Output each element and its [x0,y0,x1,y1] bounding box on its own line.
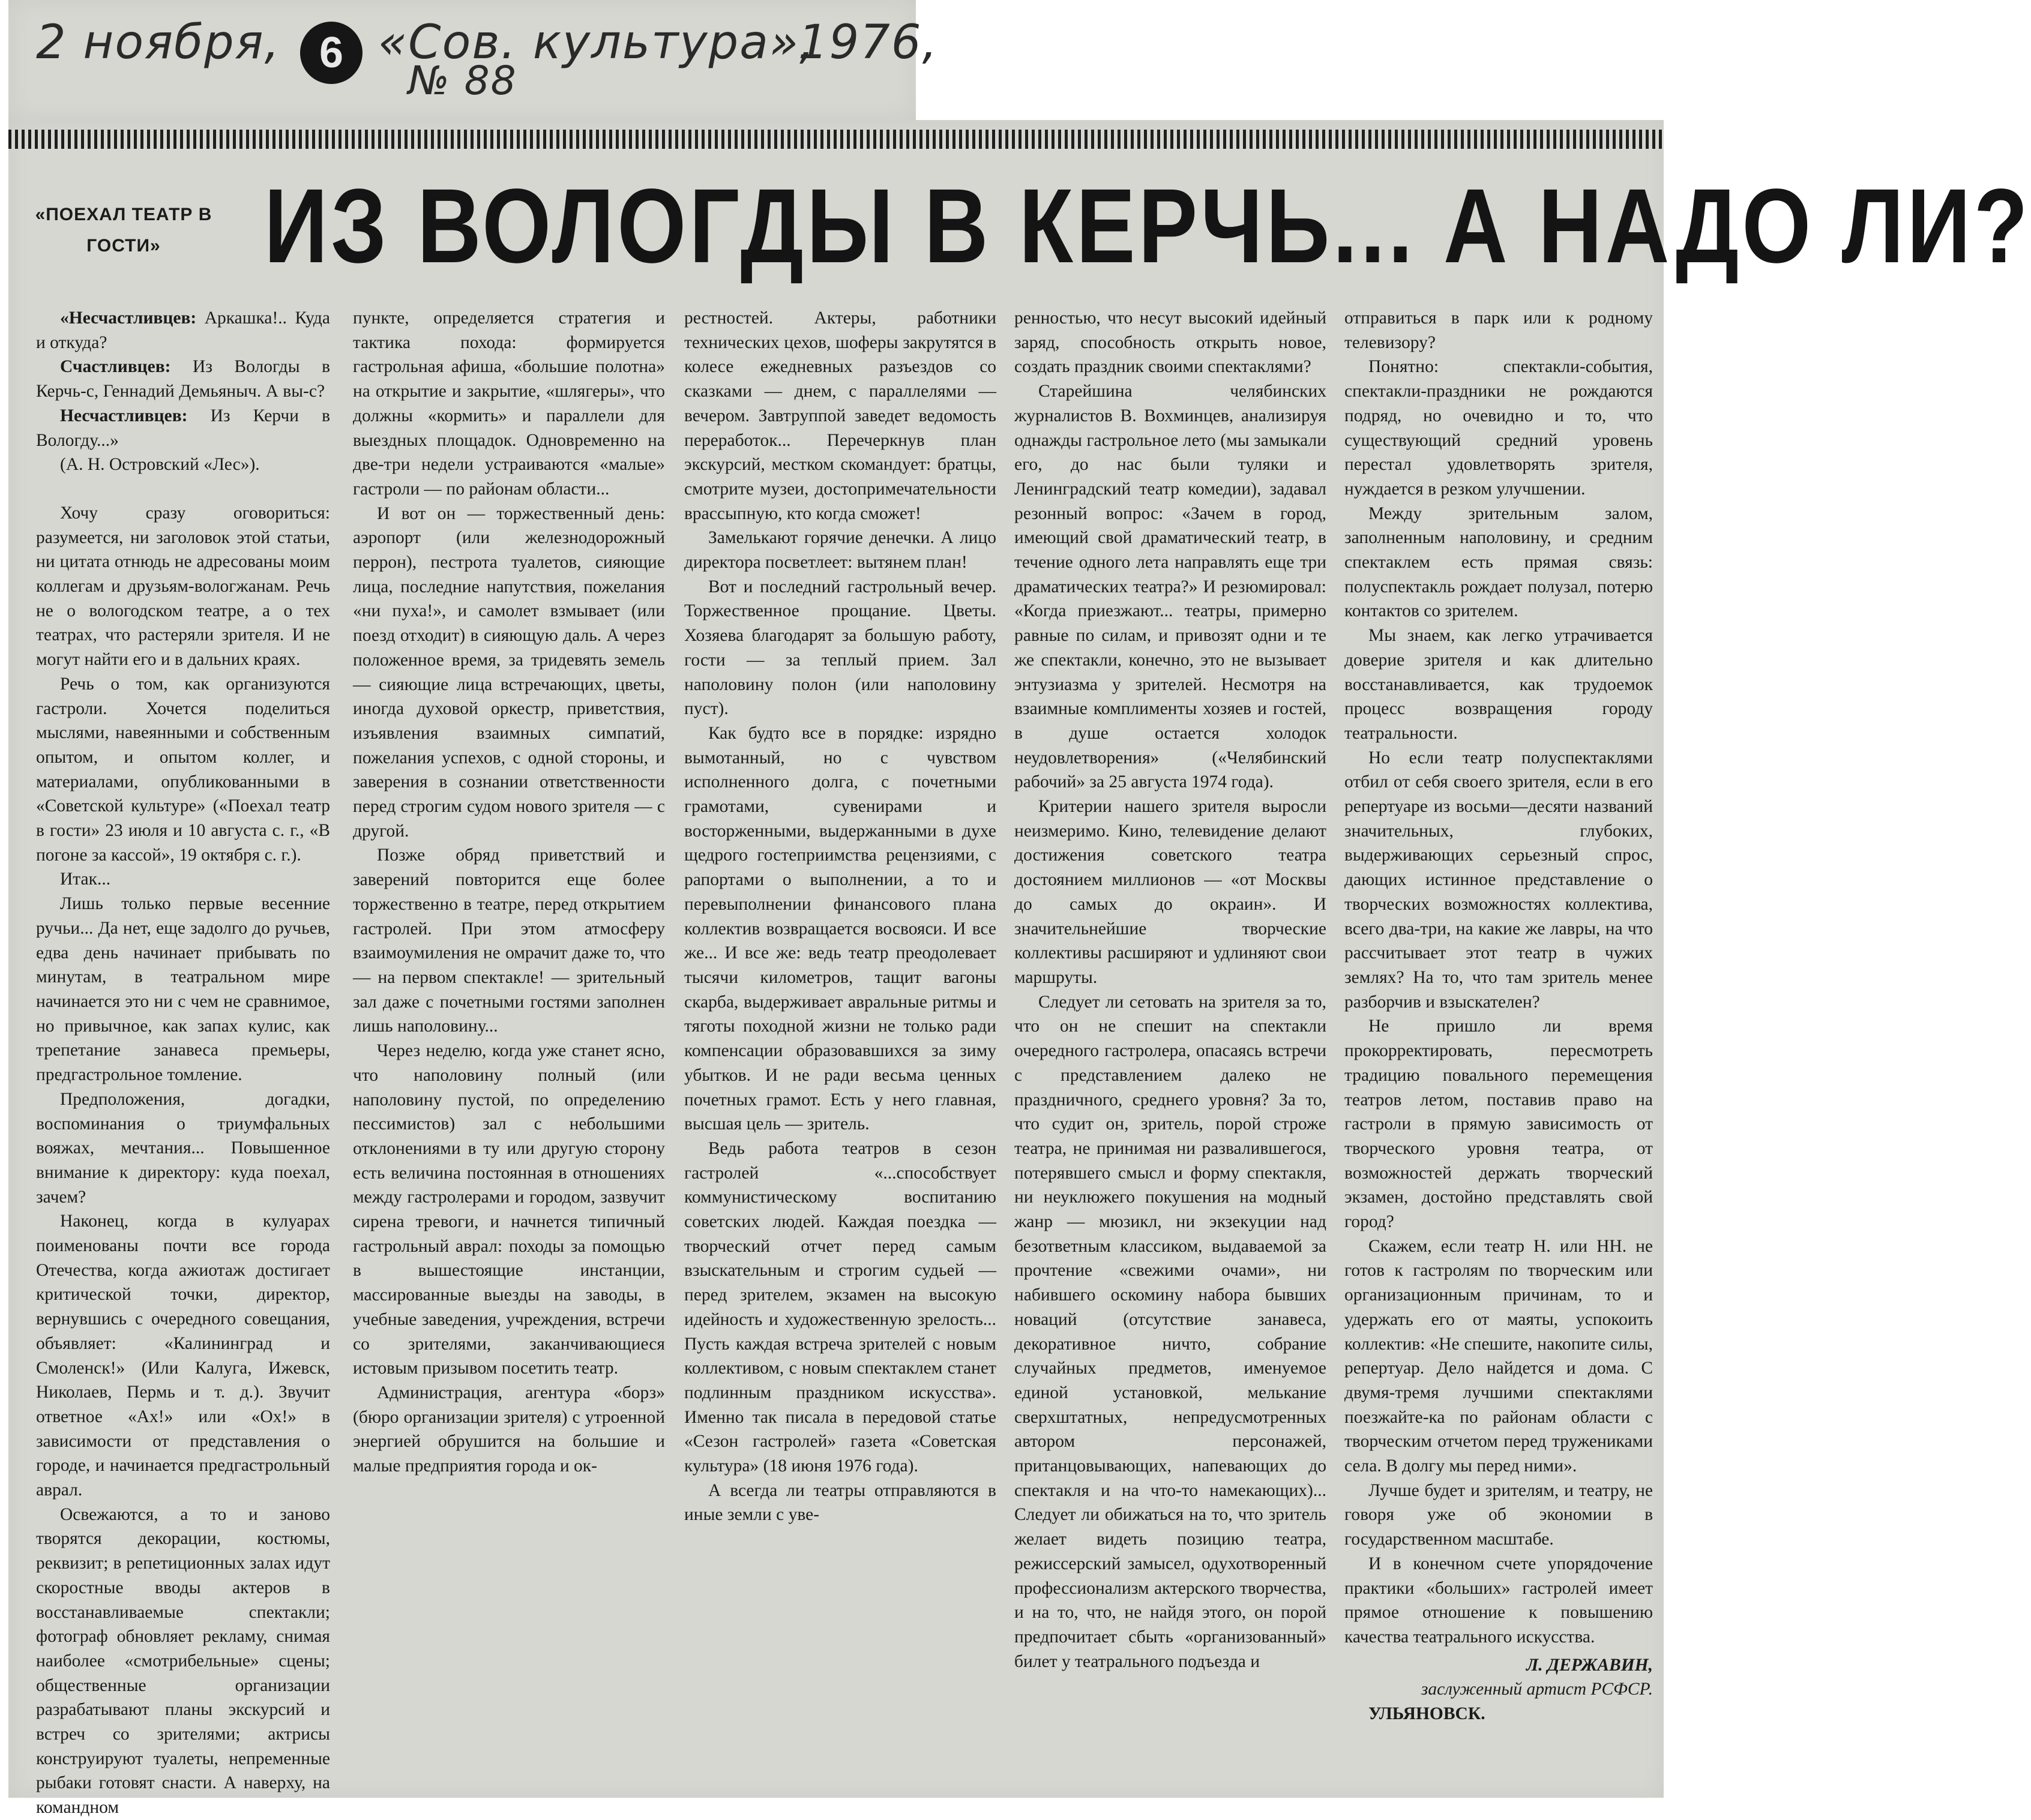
paragraph: Понятно: спектакли-события, спектакли-праздники не рождаются подряд, но очевидно и то, что существующий средний уровень перестал удовлетворять зрителя, нуждается в резком улучшении. [1344,357,1653,499]
paragraph: Вот и последний гастрольный вечер. Торжественное прощание. Цветы. Хозяева благодарят за большую работу, гости — за теплый прием. Зал наполовину полон (или наполовину пуст). [684,577,996,719]
paragraph: Следует ли сетовать на зрителя за то, что он не спешит на спектакли очередного гастролера, опасаясь встречи с представлением далеко не праздничного, среднего уровня? За то, что судит он, зритель, порой строже театра, не принимая ни развалившегося, потерявшего смысл и форму спектакля, ни неуклюжего покушения на модный жанр — мюзикл, ни экзекуции над безответным классиком, выдаваемой за прочтение «свежими очами», ни набившего оскомину набора бывших новаций (отсутствие занавеса, декоративное ничто, собрание случайных предметов, именуемое единой установкой, мелькание сверхштатных, непредусмотренных автором персонажей, пританцовывающих, напевающих до спектакля и на что-то намекающих)... Следует ли обижаться на то, что зритель желает видеть позицию театра, режиссерский замысел, одухотворенный профессионализм актерского творчества, и на то, что, не найдя этого, он порой предпочитает сбыть «организованный» билет у театрального подъезда и [1014,992,1326,1671]
paragraph: Замелькают горячие денечки. А лицо директора посветлеет: вытянем план! [684,528,996,572]
paragraph: И вот он — торжественный день: аэропорт (или железнодорожный перрон), пестрота туалетов, сияющие лица, последние напутствия, пожелания «ни пуха!», и самолет взмывает (или поезд отходит) в сияющую даль. А через положенное время, за тридевять земель — сияющие лица встречающих, цветы, иногда духовой оркестр, приветствия, изъявления взаимных симпатий, пожелания успехов, с одной стороны, и заверения в сознании ответственности перед строгим судом нового зрителя — с другой. [353,503,665,841]
paragraph: рестностей. Актеры, работники технических цехов, шоферы закрутятся в колесе ежедневных разъездов со сказками — днем, с параллелями — вечером. Завтруппой заведет ведомость переработок... Перечеркнув план экскурсий, местком скомандует: братцы, смотрите музеи, достопримечательности врассыпную, кто когда сможет! [684,308,996,523]
column-3 [684,306,996,1782]
handwritten-year: 1976, [798,16,939,70]
author-name: Л. ДЕРЖАВИН, [1526,1655,1653,1675]
page-number-badge: 6 [300,22,363,84]
column-1 [36,306,330,1818]
paragraph: Старейшина челябинских журналистов В. Вохминцев, анализируя однажды гастрольное лето (мы замыкали его, до нас были туляки и Ленинградский театр комедии), задавал резонный вопрос: «Зачем в город, имеющий свой драматический театр, в течение одного лета направлять еще три драматических театра?» И резюмировал: «Когда приезжают... театры, примерно равные по силам, и привозят одни и те же спектакли, конечно, это не вызывает энтузиазма у зрителей. Несмотря на взаимные комплименты хозяев и гостей, в душе остается холодок неудовлетворения» («Челябинский рабочий» за 25 августа 1974 года). [1014,382,1326,792]
paragraph: Не пришло ли время прокорректировать, пересмотреть традицию повального перемещения театров летом, поставив право на гастроли в прямую зависимость от творческого уровня театра, от возможностей держать творческий экзамен, достойно представлять свой город? [1344,1017,1653,1232]
hatched-rule [8,130,1664,149]
paragraph: Администрация, агентура «борз» (бюро организации зрителя) с утроенной энергией обрушится на большие и малые предприятия города и ок- [353,1383,665,1476]
paragraph: И в конечном счете упорядочение практики «больших» гастролей имеет прямое отношение к повышению качества театрального искусства. [1344,1554,1653,1647]
handwritten-paper: «Сов. культура», [378,16,816,70]
epigraph-text: Из Вологды в Керчь-с, Геннадий Демьяныч. А вы-с? [36,357,330,401]
paragraph: пункте, определяется стратегия и тактика похода: формируется гастрольная афиша, «большие полотна» на открытие и закрытие, «шлягеры», что должны «кормить» и параллели для выездных площадок. Одновременно на две-три недели устраиваются «малые» гастроли — по районам области... [353,308,665,499]
paragraph: отправиться в парк или к родному телевизору? [1344,308,1653,352]
author-city: УЛЬЯНОВСК. [1368,1704,1485,1724]
rubric-label: «ПОЕХАЛ ТЕАТР В ГОСТИ» [35,205,212,256]
paragraph: Мы знаем, как легко утрачивается доверие зрителя и как длительно восстанавливается, как трудоемок процесс возвращения городу театральности. [1344,626,1653,743]
paragraph: Позже обряд приветствий и заверений повторится еще более торжественно в театре, перед открытием гастролей. При этом атмосферу взаимоумиления не омрачит даже то, что — на первом спектакле! — зрительный зал даже с почетными гостями заполнен лишь наполовину... [353,845,665,1036]
paragraph: Предположения, догадки, воспоминания о триумфальных вояжах, мечтания... Повышенное внимание к директору: куда поехал, зачем? [36,1089,330,1207]
epigraph-line [36,355,330,403]
paragraph: Лучше будет и зрителям, и театру, не говоря уже об экономии в государственном масштабе. [1344,1480,1653,1549]
handwritten-date: 2 ноября, [36,16,281,70]
epigraph-speaker: Счастливцев: [60,357,171,377]
column-5 [1344,306,1653,1782]
handwritten-issue: № 88 [408,58,517,104]
paragraph: Но если театр полуспектаклями отбил от себя своего зрителя, если в его репертуаре из восьми—десяти названий значительных, глубоких, выдерживающих серьезный спрос, дающих истинное представление о творческих возможностях коллектива, всего два-три, на какие же лавры, на что рассчитывает этот театр в чужих землях? На то, что там зритель менее разборчив и взыскателен? [1344,748,1653,1012]
epigraph-text: Из Керчи в Вологду...» [36,406,330,450]
paragraph: Как будто все в порядке: изрядно вымотанный, но с чувством исполненного долга, с почетными грамотами, сувенирами и восторженными, выдержанными в духе щедрого гостеприимства рецензиями, с рапортами о выполнении, а то и перевыполнении финансового плана коллектив возвращается восвояси. И все же... И все же: ведь театр преодолевает тысячи километров, тащит вагоны скарба, выдерживает авральные ритмы и тяготы походной жизни не только ради компенсации образовавшихся за зиму убытков. И не ради весьма ценных почетных грамот. Есть у него главная, высшая цель — зритель. [684,723,996,1134]
paragraph: Хочу сразу оговориться: разумеется, ни заголовок этой статьи, ни цитата отнюдь не адресованы моим коллегам и друзьям-вологжанам. Речь не о вологодском театре, а о тех театрах, что растеряли зрителя. И не могут найти его и в дальних краях. [36,503,330,670]
paragraph: Скажем, если театр Н. или НН. не готов к гастролям по творческим или организационным причинам, то и удержать его от маяты, успокоить коллектив: «Не спешите, накопите силы, репертуар. Дело найдется и дома. С двумя-тремя лучшими спектаклями поезжайте-ка по районам области с творческим отчетом перед тружениками села. В долгу мы перед ними». [1344,1236,1653,1476]
column-4 [1014,306,1326,1782]
paragraph: Речь о том, как организуются гастроли. Хочется поделиться мыслями, навеянными и собственным опытом, и опытом коллег, и материалами, опубликованными в «Советской культуре» («Поехал театр в гости» 23 июля и 10 августа с. г., «В погоне за кассой», 19 октября с. г.). [36,674,330,865]
column-2 [353,306,665,1782]
epigraph-line [36,306,330,355]
epigraph-source: (А. Н. Островский «Лес»). [60,455,260,475]
paragraph: Через неделю, когда уже станет ясно, что наполовину полный (или наполовину пустой, по определению пессимистов) зал с небольшими отклонениями в ту или другую сторону есть величина постоянная в отношениях между гастролерами и городом, зазвучит сирена тревоги, и начнется типичный гастрольный аврал: походы за помощью в вышестоящие инстанции, массированные выезды на заводы, в учебные заведения, учреждения, встречи со зрителями, заканчивающиеся истовым призывом посетить театр. [353,1041,665,1378]
epigraph-speaker: «Несчастливцев: [60,308,197,328]
epigraph-text: Аркашка!.. Куда и откуда? [36,308,330,352]
paragraph: Критерии нашего зрителя выросли неизмеримо. Кино, телевидение делают достижения советского театра достоянием миллионов — «от Москвы до самых до окраин». И значительнейшие творческие коллективы расширяют и удлиняют свои маршруты. [1014,797,1326,987]
author-title: заслуженный артист РСФСР. [1421,1680,1653,1699]
epigraph-speaker: Несчастливцев: [60,406,188,425]
paragraph: Освежаются, а то и заново творятся декорации, костюмы, реквизит; в репетиционных залах идут скоростные вводы актеров в восстанавливаемые спектакли; фотограф обновляет рекламу, снимая наиболее «смотрибельные» сцены; общественные организации разрабатывают планы экскурсий и встреч со зрителями; актрисы конструируют туалеты, непременные рыбаки готовят снасти. А наверху, на командном [36,1504,330,1818]
paragraph: А всегда ли театры отправляются в иные земли с уве- [684,1480,996,1525]
paragraph: Итак... [60,869,111,889]
paragraph: ренностью, что несут высокий идейный заряд, способность открыть новое, создать праздник своими спектаклями? [1014,308,1326,377]
paragraph: Наконец, когда в кулуарах поименованы почти все города Отечества, когда ажиотаж достигает критической точки, директор, вернувшись с очередного совещания, объявляет: «Калининград и Смоленск!» (Или Калуга, Ижевск, Николаев, Пермь и т. д.). Звучит ответное «Ах!» или «Ох!» в зависимости от представления о городе, и начинается предгастрольный аврал. [36,1212,330,1500]
paragraph: Ведь работа театров в сезон гастролей «...способствует коммунистическому воспитанию советских людей. Каждая поездка — творческий отчет перед самым взыскательным и строгим судьей — перед зрителем, экзамен на высокую идейность и художественную зрелость... Пусть каждая встреча зрителей с новым коллективом, с новым спектаклем станет подлинным праздником искусства». Именно так писала в передовой статье «Сезон гастролей» газета «Советская культура» (18 июня 1976 года). [684,1138,996,1476]
epigraph-line [36,404,330,452]
article-headline: ИЗ ВОЛОГДЫ В КЕРЧЬ... А НАДО ЛИ? [264,167,2031,285]
paragraph: Между зрительным залом, заполненным наполовину, и средним спектаклем есть прямая связь: полуспектакль рождает полузал, потерю контактов со зрителем. [1344,503,1653,621]
paragraph: Лишь только первые весенние ручьи... Да нет, еще задолго до ручьев, едва день начинает прибывать по минутам, в театральном мире начинается это ни с чем не сравнимое, но привычное, как запах кулис, как трепетание занавеса премьеры, предгастрольное томление. [36,894,330,1085]
